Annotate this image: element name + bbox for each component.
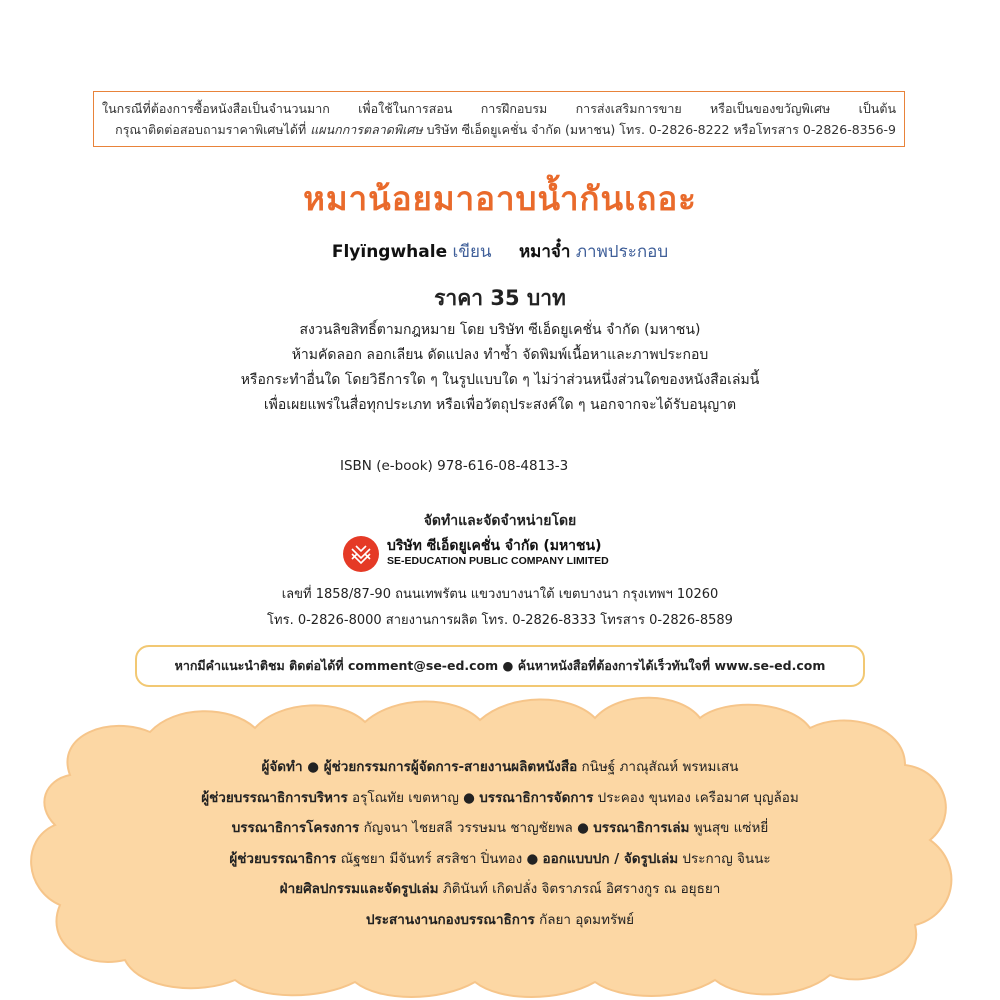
distribution-heading: จัดทำและจัดจำหน่ายโดย bbox=[423, 513, 577, 529]
staff-role: บรรณาธิการเล่ม bbox=[593, 820, 690, 836]
publisher-logo bbox=[343, 536, 609, 572]
staff-row bbox=[0, 905, 1000, 936]
staff-role: ผู้ช่วยบรรณาธิการบริหาร bbox=[201, 789, 348, 806]
illustrator-role: ภาพประกอบ bbox=[575, 242, 669, 262]
staff-role: ผู้จัดทำ ● ผู้ช่วยกรรมการผู้จัดการ-สายงานผลิตหนังสือ bbox=[261, 759, 578, 775]
copyright-line: สงวนลิขสิทธิ์ตามกฎหมาย โดย บริษัท ซีเอ็ดยูเคชั่น จำกัด (มหาชน) bbox=[299, 322, 701, 338]
staff-row bbox=[0, 783, 1000, 814]
staff-role: ประสานงานกองบรรณาธิการ bbox=[365, 911, 535, 928]
staff-names: พูนสุข แซ่หยี่ bbox=[689, 820, 769, 836]
address-line: เลขที่ 1858/87-90 ถนนเทพรัตน แขวงบางนาใต้ เขตบางนา กรุงเทพฯ 10260 bbox=[281, 587, 719, 602]
se-ed-logo-icon bbox=[343, 536, 379, 572]
staff-names: ประกาญ จินนะ bbox=[678, 850, 771, 867]
publisher-name-en: SE-EDUCATION PUBLIC COMPANY LIMITED bbox=[387, 555, 609, 567]
staff-role: บรรณาธิการจัดการ bbox=[479, 789, 594, 806]
author-role: เขียน bbox=[452, 242, 492, 262]
author-name: Flyïngwhale bbox=[331, 242, 448, 262]
staff-role: ผู้ช่วยบรรณาธิการ bbox=[229, 850, 337, 867]
copyright-block bbox=[0, 318, 1000, 418]
notice-dept: แผนกการตลาดพิเศษ bbox=[310, 122, 423, 137]
notice-line-2-start: กรุณาติดต่อสอบถามราคาพิเศษได้ที่ bbox=[115, 122, 311, 137]
staff-role: ออกแบบปก / จัดรูปเล่ม bbox=[542, 850, 679, 867]
staff-names: กัลยา อุดมทรัพย์ bbox=[534, 911, 635, 928]
staff-names: ประคอง ขุนทอง เครือมาศ บุญล้อม bbox=[593, 789, 799, 806]
publisher-address bbox=[0, 582, 1000, 634]
staff-row bbox=[0, 844, 1000, 875]
staff-names: อรุโณทัย เขตหาญ ● bbox=[347, 789, 480, 806]
illustrator-name: หมาจ๋ำ bbox=[518, 242, 571, 262]
notice-line-1: ในกรณีที่ต้องการซื้อหนังสือเป็นจำนวนมาก เพื่อใช้ในการสอน การฝึกอบรม การส่งเสริมการขาย หรือเป็นของขวัญพิเศษ เป็นต้น bbox=[102, 101, 896, 116]
publisher-name-th: บริษัท ซีเอ็ดยูเคชั่น จำกัด (มหาชน) bbox=[387, 538, 602, 554]
staff-names: ภิตินันท์ เกิดปลั่ง จิตราภรณ์ อิศรางกูร ณ อยุธยา bbox=[438, 881, 721, 897]
staff-names: กนิษฐ์ ภาณุสัณห์ พรหมเสน bbox=[577, 759, 739, 775]
staff-row bbox=[0, 874, 1000, 905]
copyright-line: เพื่อเผยแพร่ในสื่อทุกประเภท หรือเพื่อวัตถุประสงค์ใด ๆ นอกจากจะได้รับอนุญาต bbox=[263, 397, 737, 413]
bulk-order-notice bbox=[93, 91, 905, 147]
staff-role: ฝ่ายศิลปกรรมและจัดรูปเล่ม bbox=[279, 881, 439, 897]
book-title: หมาน้อยมาอาบน้ำกันเถอะ bbox=[303, 179, 697, 218]
isbn: ISBN (e-book) 978-616-08-4813-3 bbox=[340, 458, 569, 474]
copyright-line: ห้ามคัดลอก ลอกเลียน ดัดแปลง ทำซ้ำ จัดพิมพ์เนื้อหาและภาพประกอบ bbox=[291, 347, 709, 363]
credits bbox=[0, 238, 1000, 265]
staff-row bbox=[0, 752, 1000, 783]
contact-banner: หากมีคำแนะนำติชม ติดต่อได้ที่ comment@se-ed.com ● ค้นหาหนังสือที่ต้องการได้เร็วทันใจที่ www.se-ed.com bbox=[135, 645, 865, 687]
copyright-line: หรือกระทำอื่นใด โดยวิธีการใด ๆ ในรูปแบบใด ๆ ไม่ว่าส่วนหนึ่งส่วนใดของหนังสือเล่มนี้ bbox=[240, 372, 760, 388]
notice-line-2-end: บริษัท ซีเอ็ดยูเคชั่น จำกัด (มหาชน) โทร. 0-2826-8222 หรือโทรสาร 0-2826-8356-9 bbox=[422, 122, 896, 137]
book-price: ราคา 35 บาท bbox=[434, 286, 566, 310]
staff-names: กัญจนา ไชยสลี วรรษมน ชาญชัยพล ● bbox=[359, 820, 594, 836]
phone-line: โทร. 0-2826-8000 สายงานการผลิต โทร. 0-2826-8333 โทรสาร 0-2826-8589 bbox=[267, 613, 733, 628]
staff-credits bbox=[0, 752, 1000, 935]
staff-row bbox=[0, 813, 1000, 844]
staff-names: ณัฐชยา มีจันทร์ สรสิชา ปิ่นทอง ● bbox=[336, 850, 543, 867]
staff-role: บรรณาธิการโครงการ bbox=[231, 820, 360, 836]
notice-line-2 bbox=[102, 119, 896, 140]
